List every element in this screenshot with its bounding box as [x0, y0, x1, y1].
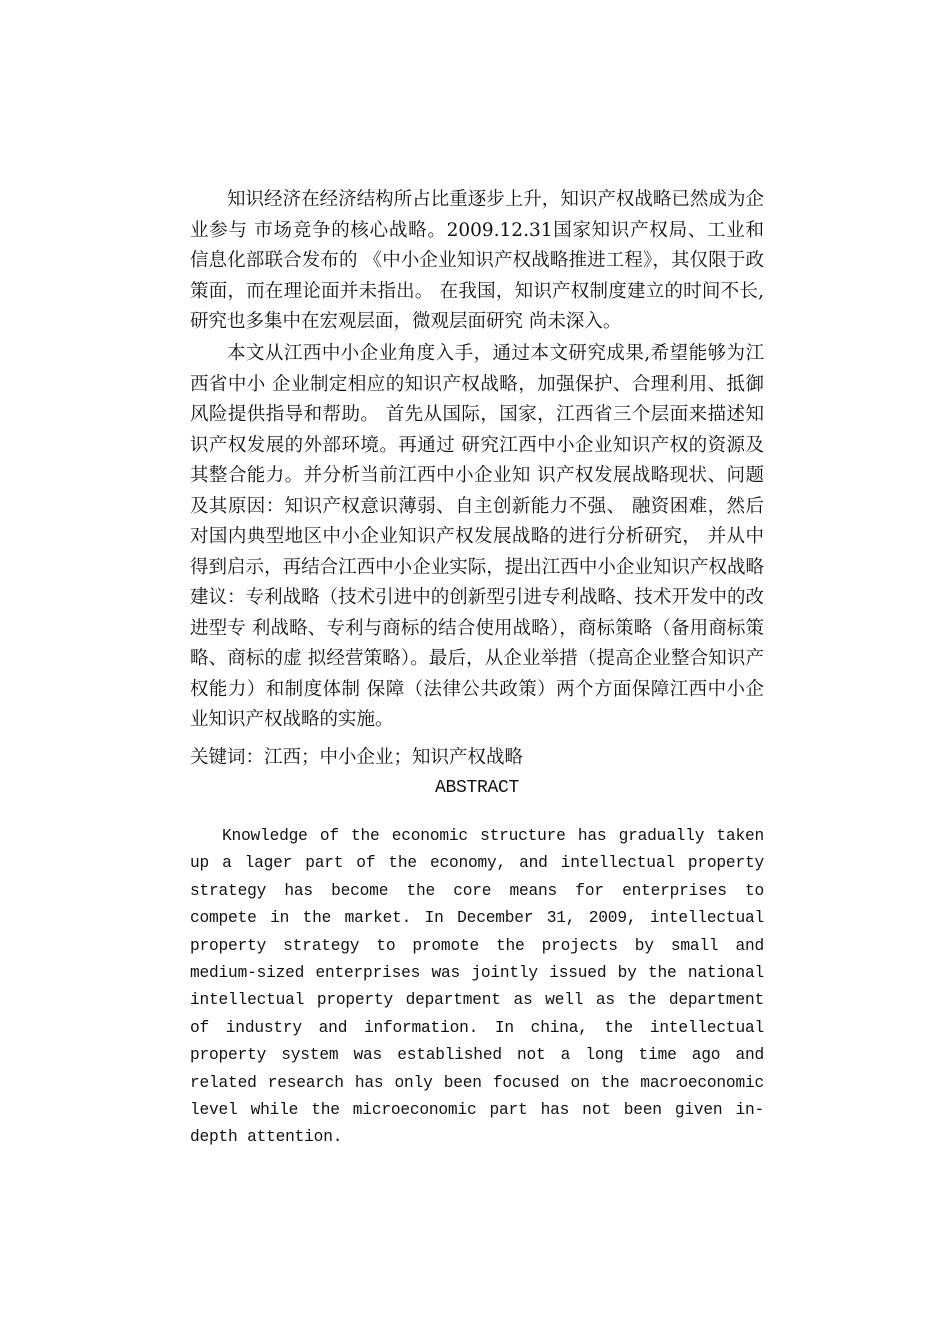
english-abstract-heading: ABSTRACT [434, 778, 519, 798]
chinese-abstract-paragraph-2: 本文从江西中小企业角度入手，通过本文研究成果,希望能够为江西省中小 企业制定相应的知识产权战略，加强保护、合理利用、抵御风险提供指导和帮助。 首先从国际，国家，江西省三个层面来描述知识产权发展的外部环境。再通过 研究江西中小企业知识产权的资源及其整合能力。并分析当前江西中小企业知 识产权发展战略现状、问题及其原因：知识产权意识薄弱、自主创新能力不强、 融资困难，然后对国内典型地区中小企业知识产权发展战略的进行分析研究， 并从中得到启示，再结合江西中小企业实际，提出江西中小企业知识产权战略 建议：专利战略（技术引进中的创新型引进专利战略、技术开发中的改进型专 利战略、专利与商标的结合使用战略），商标策略（备用商标策略、商标的虚 拟经营策略）。最后，从企业举措（提高企业整合知识产权能力）和制度体制 保障（法律公共政策）两个方面保障江西中小企业知识产权战略的实施。 [190, 343, 764, 730]
english-abstract-paragraph-1: Knowledge of the economic structure has gradually taken up a lager part of the economy, and intellectual property strategy has become the core means for enterprises to compete in the market. In December 31, 2009, intellectual property strategy to promote the projects by small and medium-sized enterprises was jointly issued by the national intellectual property department as well as the department of industry and information. In china, the intellectual property system was established not a long time ago and related research has only been focused on the macroeconomic level while the microeconomic part has not been given in-depth attention. [190, 827, 764, 1147]
chinese-abstract-paragraph-1: 知识经济在经济结构所占比重逐步上升，知识产权战略已然成为企业参与 市场竞争的核心战略。2009.12.31国家知识产权局、工业和信息化部联合发布的 《中小企业知识产权战略推进工程》，其仅限于政策面，而在理论面并未指出。 在我国，知识产权制度建立的时间不长,研究也多集中在宏观层面，微观层面研究 尚未深入。 [190, 189, 764, 332]
chinese-keywords: 关键词：江西；中小企业；知识产权战略 [190, 747, 524, 768]
